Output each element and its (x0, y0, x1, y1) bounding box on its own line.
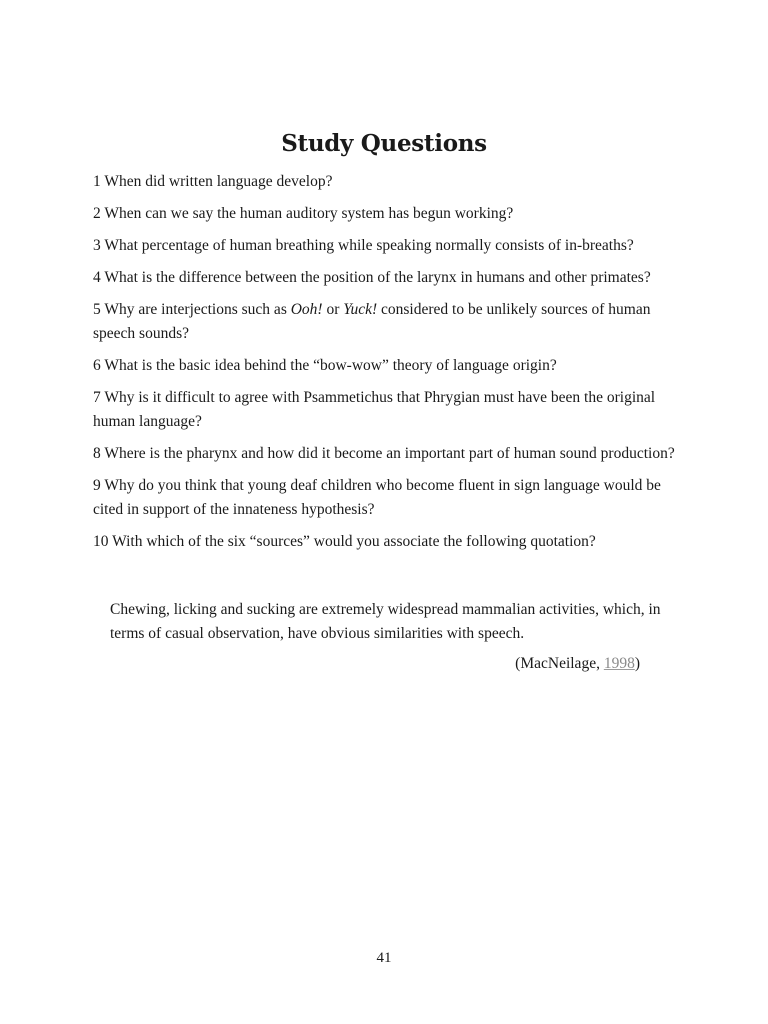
question-item (93, 530, 683, 554)
question-item (93, 354, 683, 378)
question-number: 5 (93, 301, 101, 318)
page-number: 41 (376, 950, 392, 966)
interjection-yuck: Yuck! (343, 301, 378, 318)
question-text-end: considered to be unlikely sources of human speech sounds? (93, 301, 651, 342)
question-number: 9 (93, 477, 101, 494)
question-text: When can we say the human auditory system has begun working? (104, 205, 514, 222)
question-item (93, 266, 683, 290)
question-text: Why is it difficult to agree with Psammetichus that Phrygian must have been the original human language? (93, 389, 656, 430)
question-item (93, 474, 683, 522)
question-item (93, 202, 683, 226)
interjection-ooh: Ooh! (290, 301, 323, 318)
question-number: 2 (93, 205, 101, 222)
question-number: 4 (93, 269, 101, 286)
question-text: When did written language develop? (104, 173, 333, 190)
question-text: What is the basic idea behind the “bow-wow” theory of language origin? (104, 357, 557, 374)
block-quotation: Chewing, licking and sucking are extremely widespread mammalian activities, which, in terms of casual observation, have obvious similarities with speech. (110, 601, 661, 642)
question-item (93, 234, 683, 258)
citation-close: ) (634, 655, 640, 672)
question-item (93, 442, 683, 466)
question-item (93, 170, 683, 194)
citation-year-link[interactable]: 1998 (603, 655, 635, 672)
question-list (93, 170, 683, 562)
question-number: 10 (93, 533, 109, 550)
question-text-start: Why are interjections such as (104, 301, 291, 318)
question-text: What is the difference between the position of the larynx in humans and other primates? (104, 269, 651, 286)
page-title: Study Questions (281, 130, 487, 157)
question-number: 1 (93, 173, 101, 190)
question-number: 3 (93, 237, 101, 254)
question-text: Why do you think that young deaf children who become fluent in sign language would be cited in support of the innateness hypothesis? (93, 477, 661, 518)
citation-author: (MacNeilage, (515, 655, 604, 672)
question-item (93, 298, 683, 346)
question-text: With which of the six “sources” would you associate the following quotation? (112, 533, 596, 550)
question-number: 8 (93, 445, 101, 462)
question-item (93, 386, 683, 434)
question-number: 6 (93, 357, 101, 374)
question-text: Where is the pharynx and how did it become an important part of human sound production? (104, 445, 675, 462)
question-number: 7 (93, 389, 101, 406)
question-text-mid: or (322, 301, 344, 318)
question-text: What percentage of human breathing while speaking normally consists of in-breaths? (104, 237, 634, 254)
quotation-citation (515, 652, 640, 676)
